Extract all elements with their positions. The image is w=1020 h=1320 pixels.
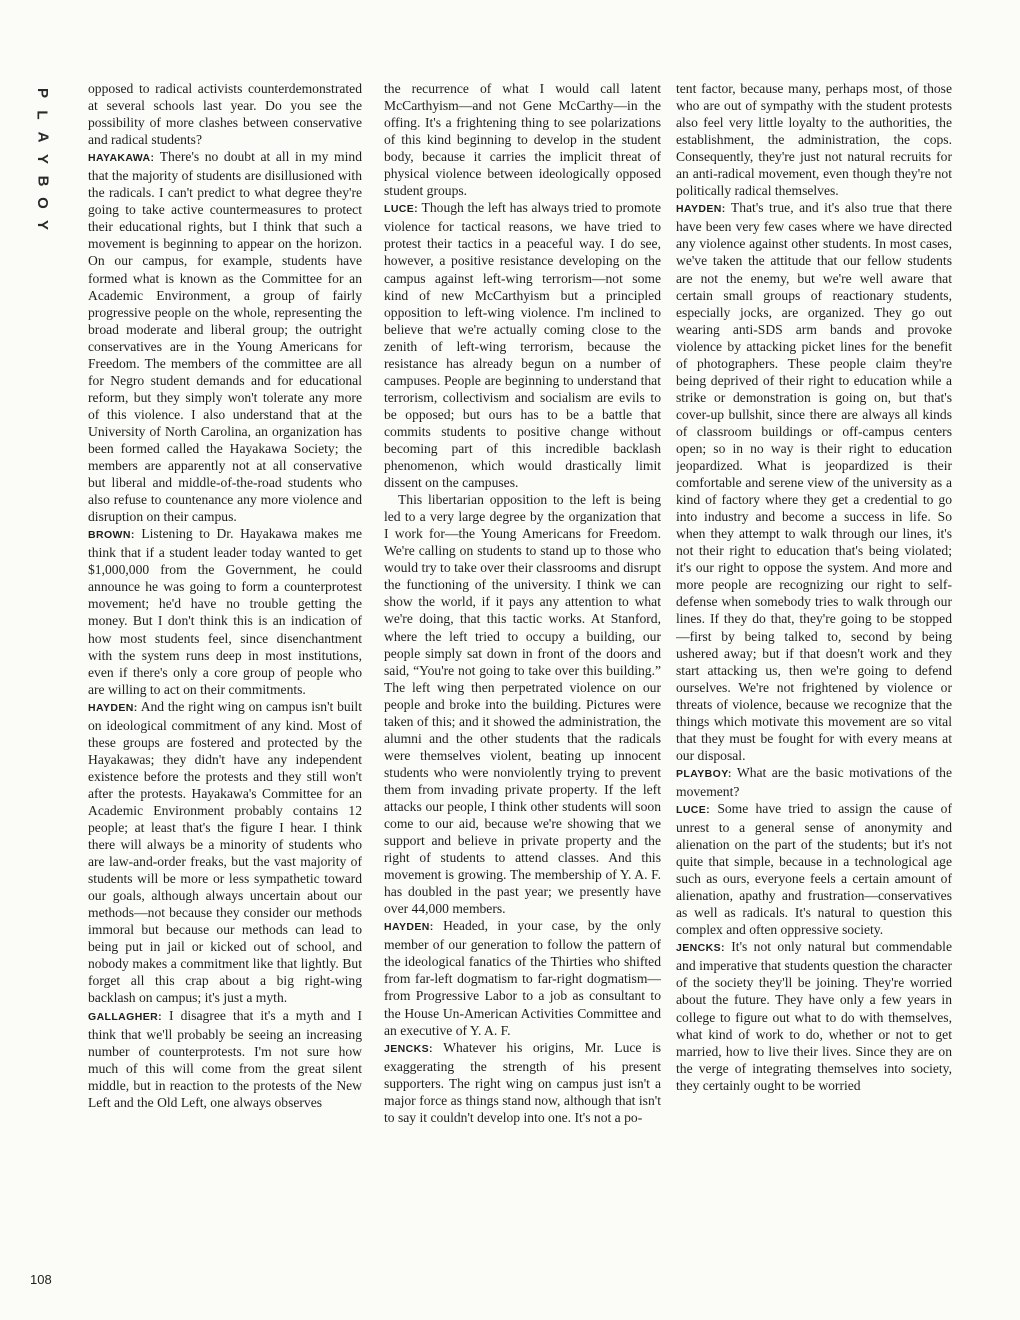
speaker-label: HAYDEN: xyxy=(676,203,726,216)
paragraph xyxy=(384,199,661,491)
paragraph-text: There's no doubt at all in my mind that the majority of students are disillusioned with the radicals. I can't predict to what degree they're going to take active countermeasures to protect their educational rights, but I think that such a movement is beginning to appear on the horizon. On our campus, for example, students have formed what is known as the Committee for an Academic Environment, a group of fairly progressive people on the whole, representing the broad moderate and liberal group; the outright conservatives are in the Young Americans for Freedom. The members of the committee are all for Negro student demands and for educational reform, but they simply won't tolerate any more of this violence. I also understand that at the University of North Carolina, an organization has been formed called the Hayakawa Society; the members are apparently not at all conservative but liberal and middle-of-the-road students who also refuse to countenance any more violence and disruption on their campus. xyxy=(88,149,362,525)
speaker-label: HAYAKAWA: xyxy=(88,152,155,165)
page-number: 108 xyxy=(30,1272,52,1287)
speaker-label: HAYDEN: xyxy=(88,701,138,714)
speaker-label: JENCKS: xyxy=(384,1042,433,1055)
speaker-label: HAYDEN: xyxy=(384,921,434,934)
paragraph-text: tent factor, because many, perhaps most, of those who are out of sympathy with the student protests also feel very little loyalty to the authorities, the establishment, the administration, the cops. Consequently, they're just not natural recruits for an anti-radical movement, even though they're not politically radical themselves. xyxy=(676,81,952,199)
text-column-3 xyxy=(676,80,952,1295)
speaker-label: GALLAGHER: xyxy=(88,1010,162,1023)
masthead-letter: P xyxy=(33,87,51,99)
paragraph-text: And the right wing on campus isn't built on ideological commitment of any kind. Most of these groups are fostered and protected by the Hayakawas; they didn't have any independent existence before the protests and they still won't after the protests. Hayakawa's Committee for an Academic Environment probably contains 12 people; at least that's the figure I hear. I think there will always be a minority of students who are law-and-order freaks, but the vast majority of students will be more or less sympathetic toward our goals, although always uncertain about our methods—not because they consider our methods immoral but because our methods can lead to being put in jail or kicked out of school, and nobody makes a commitment like that lightly. But forget all this crap about a big right-wing backlash on campus; it's just a myth. xyxy=(88,698,362,1006)
paragraph-text: Headed, in your case, by the only member of our generation to follow the pattern of the ideological fanatics of the Thirties who shifted from far-left dogmatism to far-right dogmatism—from Progressive Labor to a job as consultant to the House Un-American Activities Committee and an executive of Y. A. F. xyxy=(384,918,661,1038)
paragraph-text: Some have tried to assign the cause of unrest to a general sense of anonymity and alienation on the part of the students; but it's not quite that simple, because in a technological age such as ours, everyone feels a certain amount of alienation, apathy and frustration—conservatives as well as radicals. It's natural to question this complex and often oppressive society. xyxy=(676,800,952,938)
masthead-letter: Y xyxy=(33,219,51,231)
speaker-label: LUCE: xyxy=(676,803,711,816)
paragraph-text: Whatever his origins, Mr. Luce is exaggerating the strength of his present supporters. The right wing on campus just isn't a major force as things stand now, although that isn't to say it couldn't develop into one. It's not a po- xyxy=(384,1039,661,1125)
paragraph xyxy=(676,199,952,764)
paragraph xyxy=(88,698,362,1007)
speaker-label: PLAYBOY: xyxy=(676,767,732,780)
speaker-label: LUCE: xyxy=(384,203,419,216)
paragraph-text: What are the basic motivations of the movement? xyxy=(676,764,952,799)
masthead-letter: Y xyxy=(33,153,51,165)
paragraph-text: opposed to radical activists counterdemonstrated at several schools last year. Do you see the possibility of more clashes between conservative and radical students? xyxy=(88,81,362,148)
text-column-1 xyxy=(88,80,362,1295)
paragraph xyxy=(384,491,661,917)
speaker-label: BROWN: xyxy=(88,529,135,542)
paragraph xyxy=(88,525,362,697)
paragraph xyxy=(384,80,661,199)
paragraph xyxy=(88,148,362,525)
paragraph-text: That's true, and it's also true that there have been very few cases where we have directed any violence against other students. In most cases, we've taken the attitude that our fellow students are not the enemy, but we're well aware that certain small groups of reactionary students, especially jocks, are organized. They go out wearing anti-SDS arm bands and provoke violence by attacking picket lines for the benefit of photographers. These people claim they're being deprived of their right to education while a strike or demonstration is going on, but that's cover-up bullshit, since there are always all kinds of classroom buildings or off-campus centers open; so in no way is their right to education jeopardized. What is jeopardized is their comfortable and serene view of the university as a kind of factory where they get a credential to go into industry and become a success in life. So when they attempt to walk through our lines, it's not their right to education that's being violated; it's our right to oppose the system. And more and more people are recognizing our right to self-defense when somebody tries to walk through our lines. If they do that, they're going to be stopped—first by being talked to, second by being ushered away; but if that doesn't work and they start attacking us, then we're going to defend ourselves. We're not frightened by violence or threats of violence, because we recognize that the things which motivate this movement are so vital that they must be fought for with every means at our disposal. xyxy=(676,200,952,763)
paragraph-text: the recurrence of what I would call latent McCarthyism—and not Gene McCarthy—in the offing. It's a frightening thing to see polarizations of this kind beginning to develop in the student body, because it carries the implicit threat of physical violence between ideologically opposed student groups. xyxy=(384,81,661,199)
text-column-2 xyxy=(384,80,661,1295)
speaker-label: JENCKS: xyxy=(676,942,725,955)
masthead-letter: O xyxy=(33,197,51,209)
paragraph-text: Though the left has always tried to promote violence for tactical reasons, we have tried to protest their tactics in a peaceful way. I do see, however, a positive resistance developing on the campus against left-wing terrorism—not some kind of new McCarthyism but a principled opposition to left-wing violence. I'm inclined to believe that we're actually coming close to the zenith of left-wing terrorism, because the resistance has already begun on a number of campuses. People are beginning to understand that terrorism, collectivism and socialism are evils to be opposed; but ours has to be a battle that commits students to positive change without becoming part of this incredible backlash phenomenon, which would drastically limit dissent on the campuses. xyxy=(384,200,661,491)
paragraph-text: I disagree that it's a myth and I think that we'll probably be seeing an increasing number of counterprotests. I'm not sure how much of this will come from the great silent middle, but in reaction to the protests of the New Left and the Old Left, one always observes xyxy=(88,1007,362,1110)
paragraph xyxy=(676,800,952,938)
paragraph xyxy=(676,764,952,800)
paragraph xyxy=(384,1039,661,1126)
magazine-masthead xyxy=(24,82,60,236)
masthead-letter: A xyxy=(34,131,51,143)
paragraph xyxy=(384,917,661,1038)
paragraph xyxy=(676,80,952,199)
masthead-letter: L xyxy=(33,110,51,120)
paragraph xyxy=(676,938,952,1093)
paragraph-text: This libertarian opposition to the left is being led to a very large degree by the organization that I work for—the Young Americans for Freedom. We're calling on students to stand up to those who would try to take over their classrooms and disrupt the functioning of the university. I think we can show the world, if it pays any attention to what we're doing, that this tactic works. At Stanford, where the left tried to occupy a building, our people simply sat down in front of the doors and said, “You're not going to take over this building.” The left wing then perpetrated violence on our people and broke into the building. Pictures were taken of this; and it showed the administration, the alumni and the other students that the radicals were themselves violent, beating up innocent students who were nonviolently trying to prevent them from invading private property. If the left attacks our people, I think other students will soon come to our aid, because we're showing that we support and believe in private property and the right of students to attend classes. And this movement is growing. The membership of Y. A. F. has doubled in the past year; we presently have over 44,000 members. xyxy=(384,492,661,917)
masthead-letter: B xyxy=(34,175,51,187)
paragraph xyxy=(88,80,362,148)
paragraph-text: Listening to Dr. Hayakawa makes me think that if a student leader today wanted to get $1,000,000 from the Government, he could announce he was going to form a counterprotest movement; he'd have no trouble getting the money. But I don't think this is an indication of how most students feel, since disenchantment with the system runs deep in most institutions, even if there's only a core group of people who are willing to act on their commitments. xyxy=(88,526,362,697)
paragraph-text: It's not only natural but commendable and imperative that students question the character of the society they'll be joining. They're worried about the future. They have only a few years in college to figure out what to do with themselves, what kind of work to do, whether or not to get married, how to live their lives. Since they are on the verge of integrating themselves into society, they certainly ought to be worried xyxy=(676,939,952,1093)
paragraph xyxy=(88,1007,362,1111)
